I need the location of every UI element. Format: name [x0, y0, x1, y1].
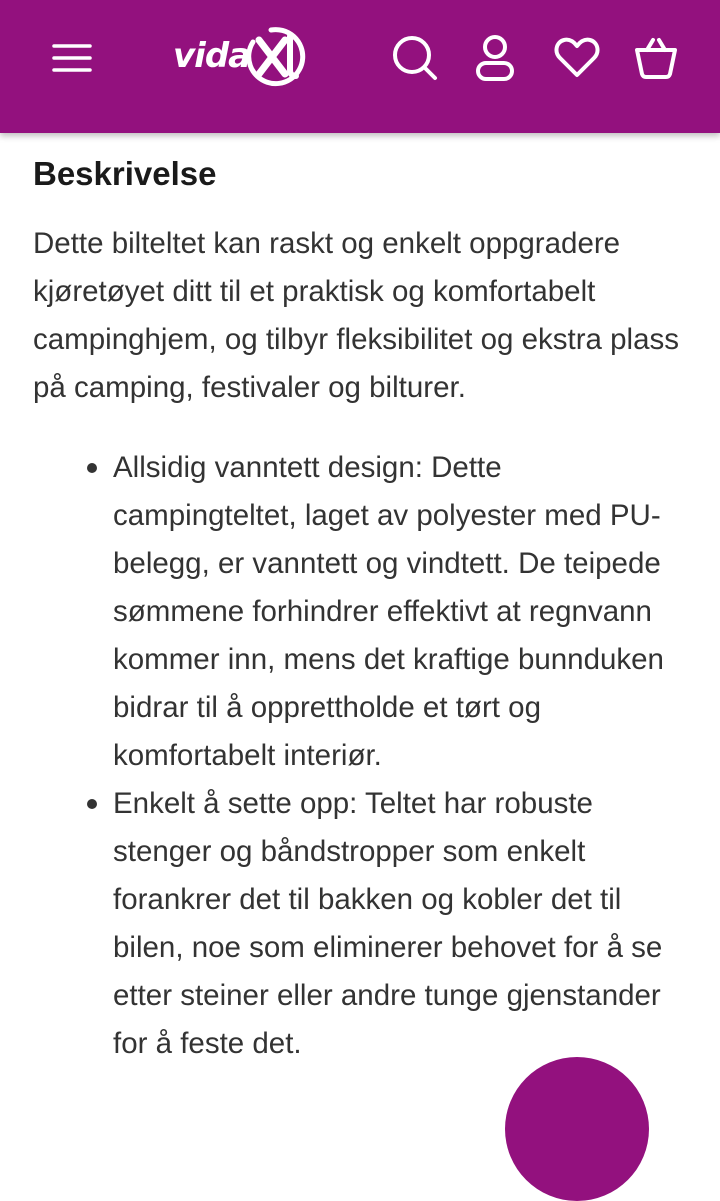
logo-text: vida — [173, 36, 251, 76]
wishlist-button[interactable] — [549, 30, 605, 86]
search-icon — [391, 34, 439, 82]
vidaxl-logo[interactable] — [173, 26, 308, 88]
search-button[interactable] — [387, 30, 443, 86]
floating-action-button[interactable] — [505, 1057, 649, 1201]
menu-button[interactable] — [44, 30, 100, 86]
account-button[interactable] — [467, 30, 523, 86]
account-icon — [475, 34, 515, 82]
section-title: Beskrivelse — [33, 155, 217, 192]
intro-paragraph: Dette bilteltet kan raskt og enkelt oppgradere kjøretøyet ditt til et praktisk og komfortabelt campinghjem, og tilbyr fleksibilitet og ekstra plass på camping, festivaler og bilturer. — [33, 227, 680, 404]
cart-icon — [633, 35, 679, 81]
feature-list — [33, 444, 693, 1068]
logo-xl-mark — [245, 26, 307, 88]
product-description — [33, 150, 693, 1068]
menu-icon — [51, 42, 93, 74]
heart-icon — [554, 37, 600, 79]
feature-item: Allsidig vanntett design: Dette campingteltet, laget av polyester med PU-belegg, er vanntett og vindtett. De teipede sømmene forhindrer effektivt at regnvann kommer inn, mens det kraftige bunnduken bidrar til å opprettholde et tørt og komfortabelt interiør. — [113, 444, 693, 780]
top-header — [0, 0, 720, 133]
cart-button[interactable] — [628, 30, 684, 86]
feature-item: Enkelt å sette opp: Teltet har robuste stenger og båndstropper som enkelt forankrer det til bakken og kobler det til bilen, noe som eliminerer behovet for å se etter steiner eller andre tunge gjenstander for å feste det. — [113, 780, 693, 1068]
